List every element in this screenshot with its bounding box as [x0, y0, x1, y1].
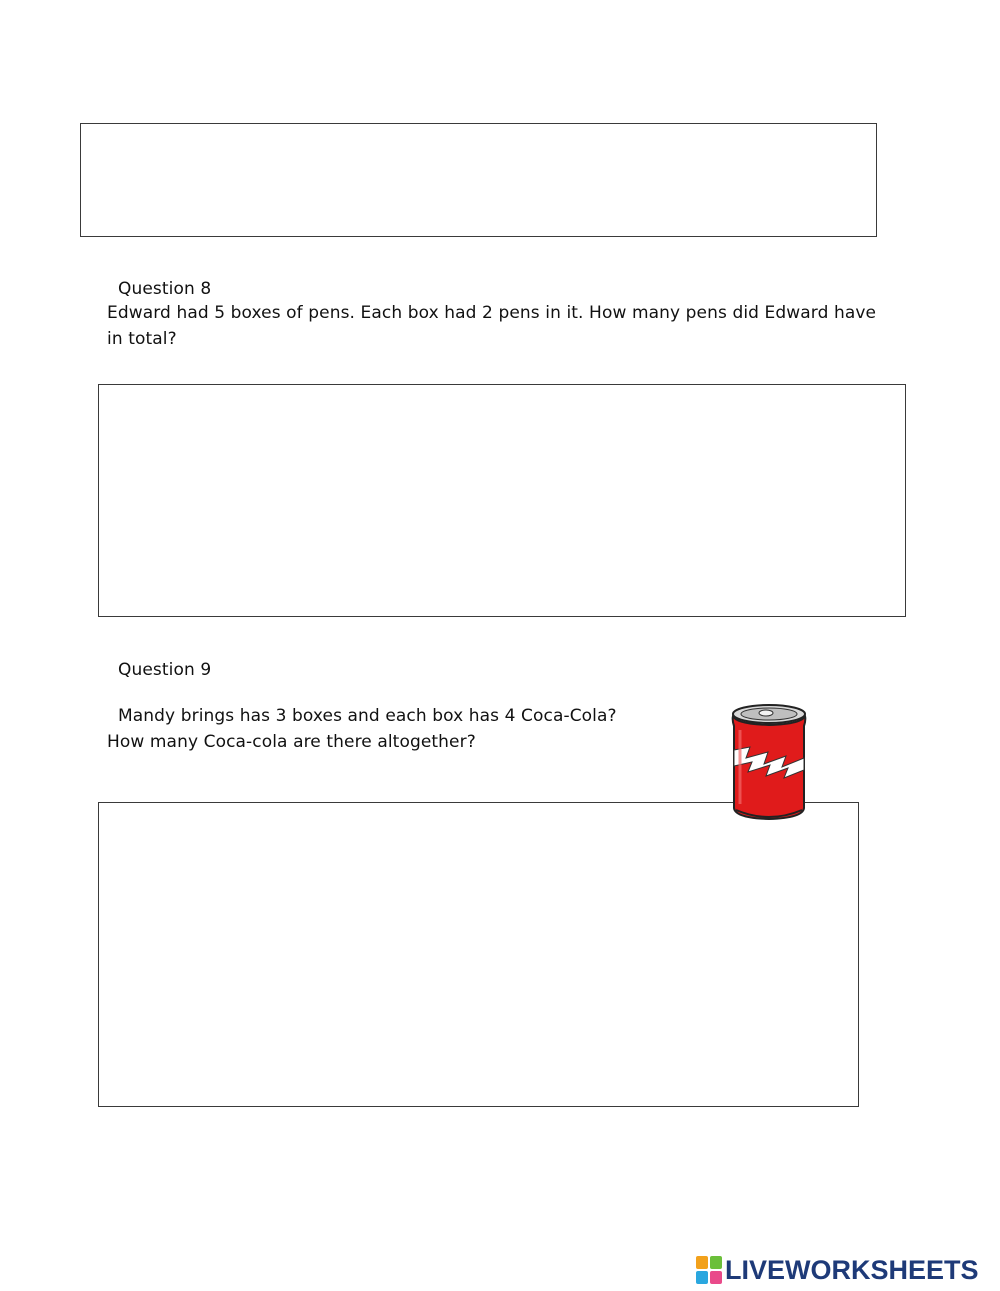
liveworksheets-logo — [696, 1253, 979, 1287]
question-9-heading: Question 9 — [118, 660, 212, 680]
question-8-heading: Question 8 — [118, 279, 212, 299]
liveworksheets-logo-mark — [696, 1256, 722, 1284]
answer-box-q8[interactable] — [98, 384, 906, 617]
answer-box-q9[interactable] — [98, 802, 859, 1107]
question-8-text: Edward had 5 boxes of pens. Each box had 2 pens in it. How many pens did Edward have in total? — [107, 303, 877, 349]
soda-can-icon — [724, 700, 814, 825]
question-9-line-2: How many Coca-cola are there altogether? — [107, 732, 476, 752]
answer-box-q7[interactable] — [80, 123, 877, 237]
liveworksheets-logo-text: LIVEWORKSHEETS — [725, 1254, 979, 1285]
question-9-line-1: Mandy brings has 3 boxes and each box has 4 Coca-Cola? — [118, 706, 617, 726]
